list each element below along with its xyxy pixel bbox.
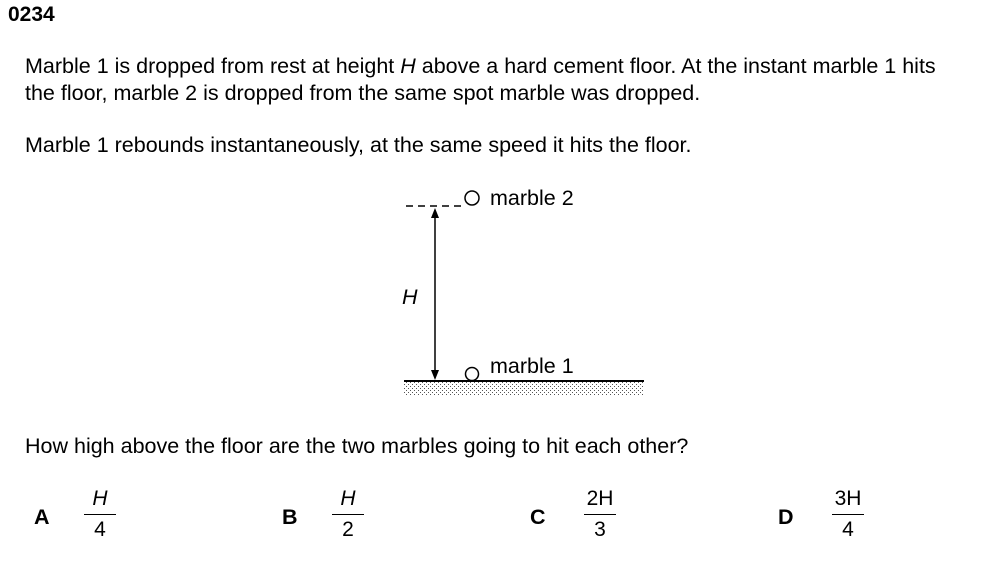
height-label: H [402,285,418,309]
marble-1-icon [466,368,479,381]
question-number: 0234 [8,3,55,26]
fraction-bar [584,514,616,515]
fraction-bar [832,514,864,515]
option-a-fraction[interactable] [78,487,122,542]
option-d-numerator: 3H [834,487,862,510]
option-a-letter[interactable]: A [34,505,50,529]
height-arrow-down-head [431,370,439,380]
height-variable: H [400,54,416,78]
rebound-statement: Marble 1 rebounds instantaneously, at the same speed it hits the floor. [25,133,692,157]
height-arrow-up-head [431,208,439,218]
marble-2-icon [465,191,479,205]
fraction-bar [332,514,364,515]
question-prompt: How high above the floor are the two marbles going to hit each other? [25,434,689,458]
option-c-letter[interactable]: C [530,505,546,529]
option-c-denominator: 3 [594,518,606,541]
option-b-numerator: H [340,487,356,510]
fraction-bar [84,514,116,515]
option-a-denominator: 4 [94,518,106,541]
option-d-denominator: 4 [842,518,854,541]
option-d-fraction[interactable] [826,487,870,542]
floor-hatching [404,382,644,396]
option-a-numerator: H [92,487,108,510]
marble-1-label: marble 1 [490,354,574,378]
option-b-fraction[interactable] [326,487,370,542]
option-d-letter[interactable]: D [778,505,794,529]
statement-part-1: Marble 1 is dropped from rest at height [25,54,401,78]
statement-line-2: the floor, marble 2 is dropped from the same spot marble was dropped. [25,81,701,105]
option-c-fraction[interactable] [578,487,622,542]
statement-part-2: above a hard cement floor. At the instant marble 1 hits [415,54,936,78]
option-b-denominator: 2 [342,518,354,541]
marble-2-label: marble 2 [490,186,574,210]
option-b-letter[interactable]: B [282,505,298,529]
option-c-numerator: 2H [586,487,614,510]
